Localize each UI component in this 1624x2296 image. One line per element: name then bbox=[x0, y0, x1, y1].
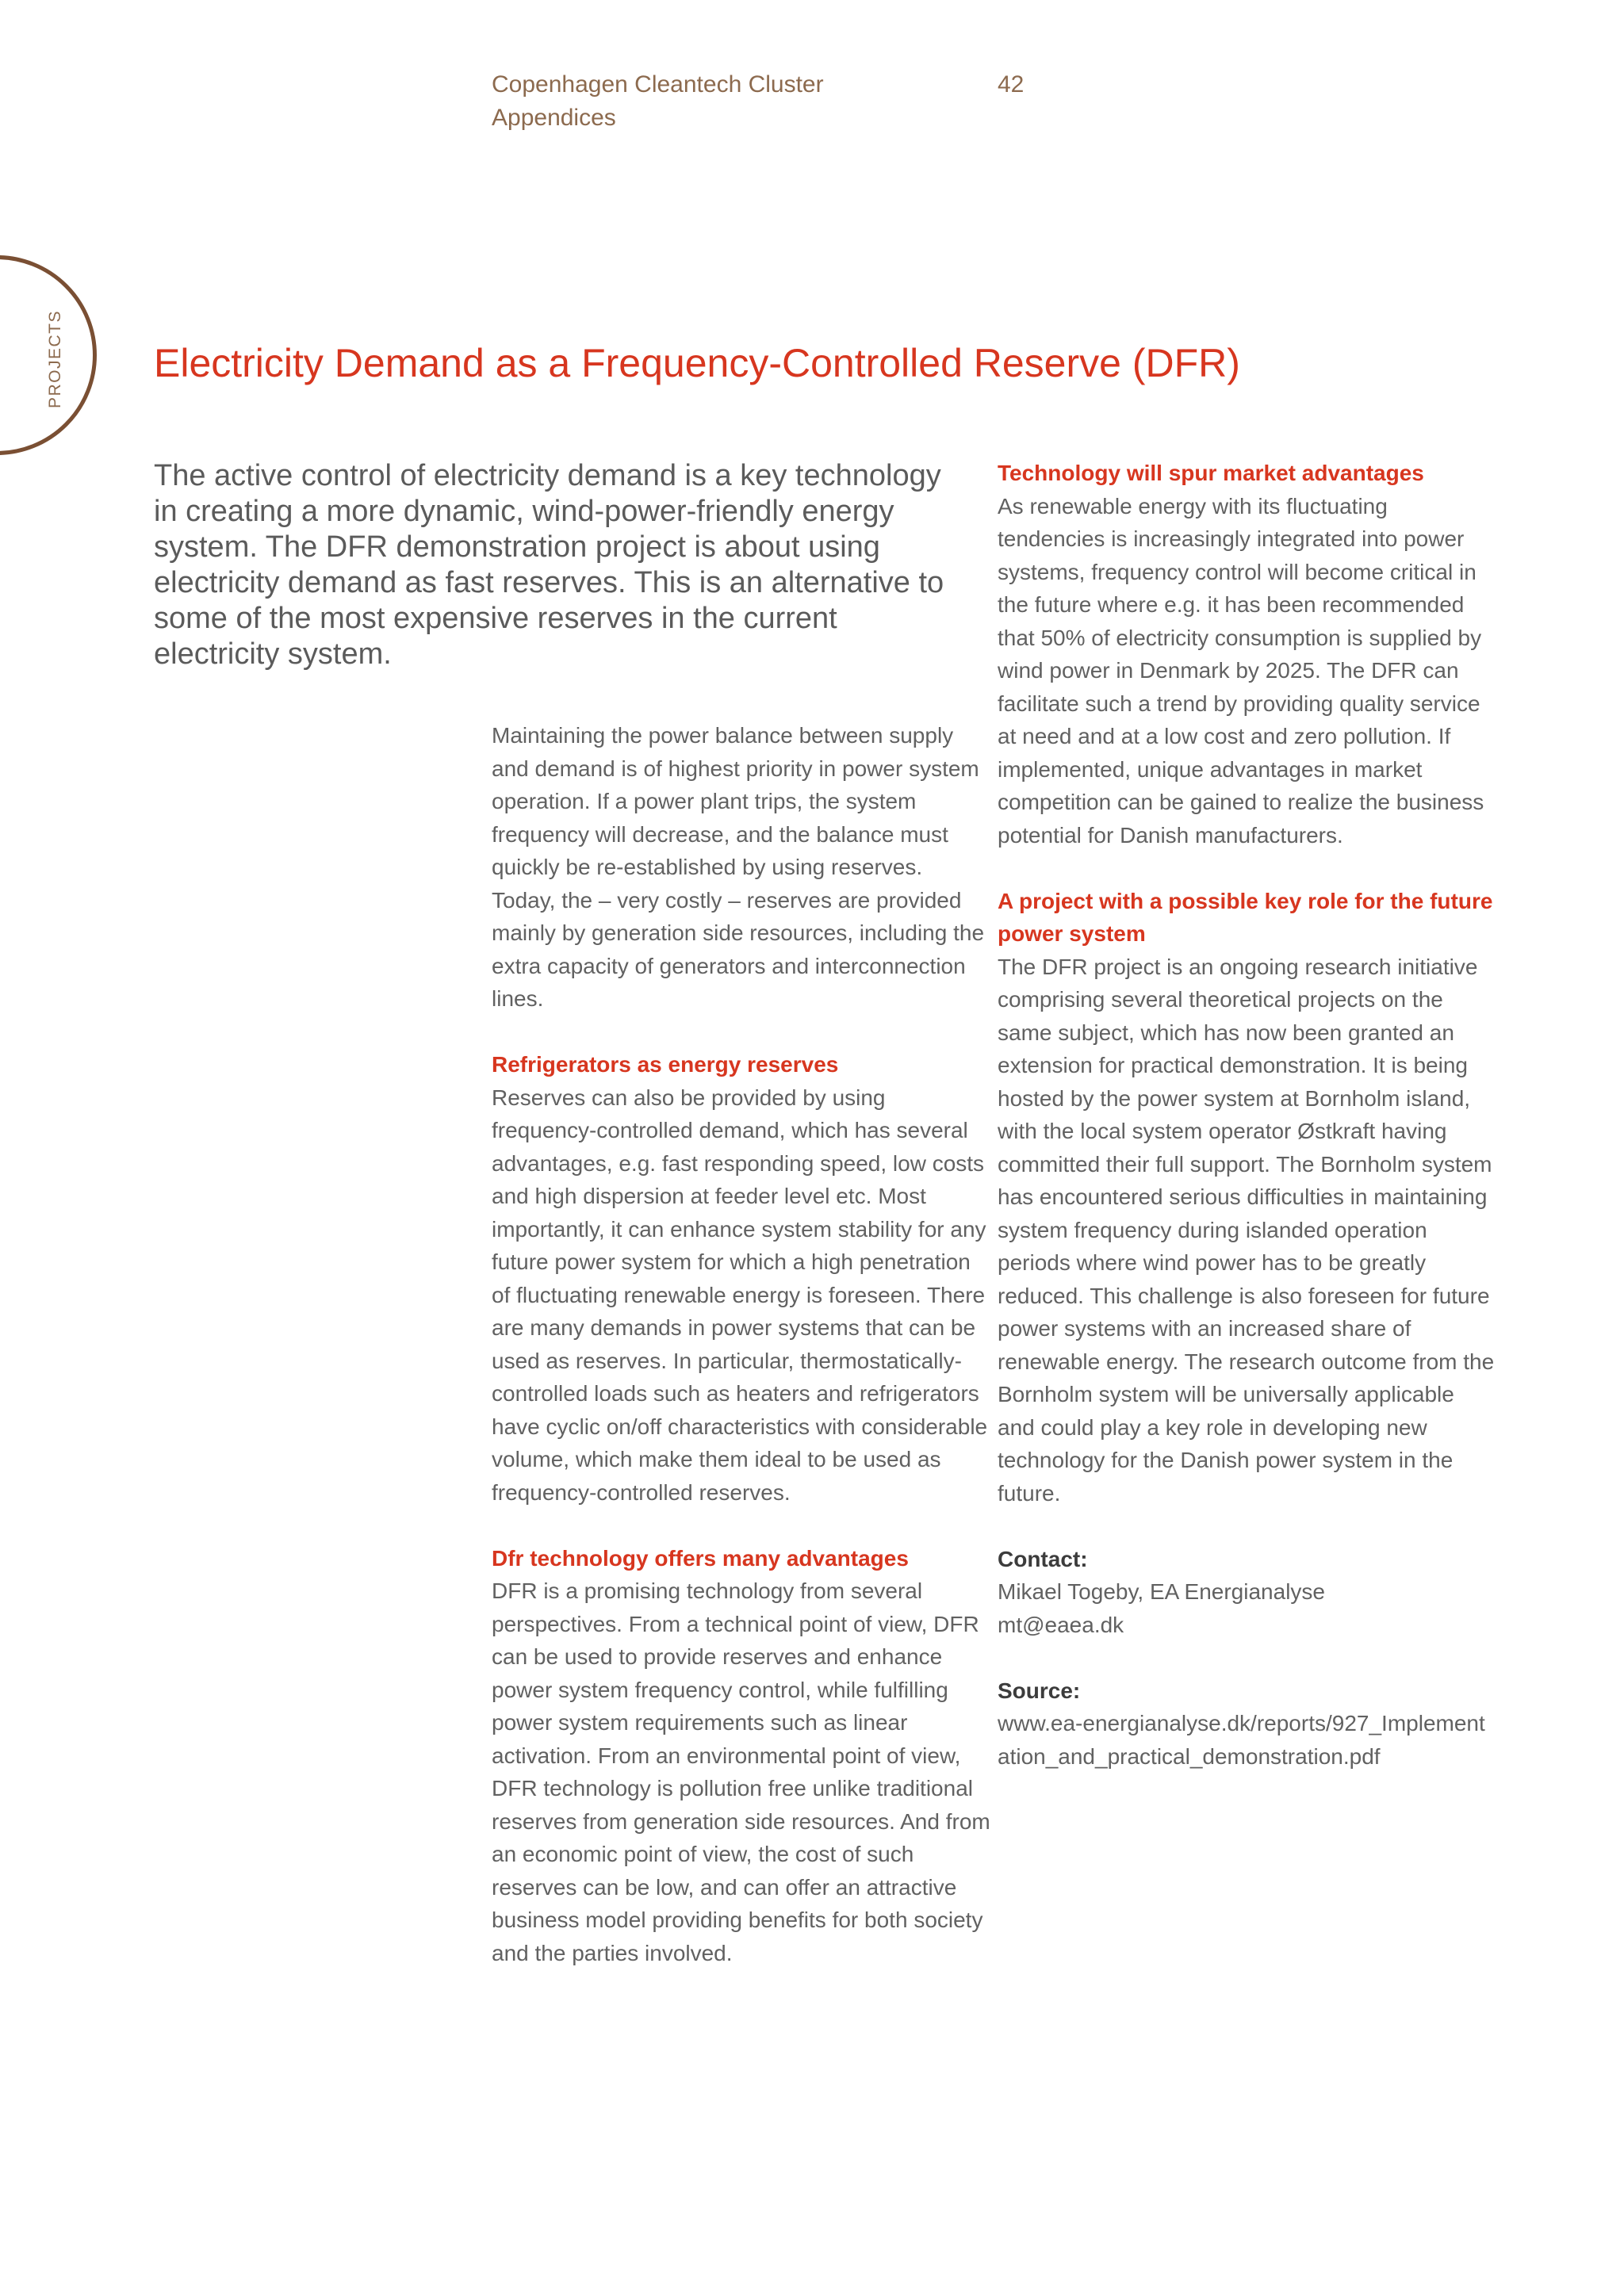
contact-block bbox=[998, 1543, 1497, 1642]
contact-name: Mikael Togeby, EA Energianalyse bbox=[998, 1579, 1325, 1604]
lead-paragraph: The active control of electricity demand is a key technology in creating a more dynamic, wind-power-friendly energy system. The DFR demonstration project is about using electricity demand as fast reserves. This is an alternative to some of the most expensive reserves in the current electricity system. bbox=[154, 459, 944, 671]
section-body: Reserves can also be provided by using frequency-controlled demand, which has several advantages, e.g. fast responding speed, low costs and high dispersion at feeder level etc. Most importantly, it can enhance system stability for any future power system for which a high penetration of fluctuating renewable energy is foreseen. There are many demands in power systems that can be used as reserves. In particular, thermostatically-controlled loads such as heaters and refrigerators have cyclic on/off characteristics with considerable volume, which make them ideal to be used as frequency-controlled reserves. bbox=[492, 1085, 988, 1505]
section-heading: A project with a possible key role for the future power system bbox=[998, 888, 1493, 946]
section-tab-label bbox=[44, 309, 67, 409]
page-number: 42 bbox=[998, 71, 1025, 98]
contact-label: Contact: bbox=[998, 1546, 1088, 1571]
section-heading: Refrigerators as energy reserves bbox=[492, 1052, 839, 1077]
section-body: As renewable energy with its fluctuating tendencies is increasingly integrated into power systems, frequency control will become critical in the future where e.g. it has been recommended that 50% of electricity consumption is supplied by wind power in Denmark by 2025. The DFR can facilitate such a trend by providing quality service at need and at a low cost and zero pollution. If implemented, unique advantages in market competition can be gained to realize the business potential for Danish manufacturers. bbox=[998, 493, 1484, 848]
section-heading: Technology will spur market advantages bbox=[998, 461, 1424, 485]
running-header bbox=[492, 68, 1047, 135]
source-label: Source: bbox=[998, 1678, 1081, 1703]
source-link[interactable]: www.ea-energianalyse.dk/reports/927_Implementation_and_practical_demonstration.pdf bbox=[998, 1711, 1485, 1769]
section-tab-text: PROJECTS bbox=[46, 309, 64, 409]
article-title: Electricity Demand as a Frequency-Controlled Reserve (DFR) bbox=[154, 341, 1240, 385]
body-column-right bbox=[998, 457, 1497, 1773]
section-body: DFR is a promising technology from several perspectives. From a technical point of view, DFR can be used to provide reserves and enhance power system frequency control, while fulfilling power system requirements such as linear activation. From an environmental point of view, DFR technology is pollution free unlike traditional reserves from generation side resources. And from an economic point of view, the cost of such reserves can be low, and can offer an attractive business model providing benefits for both society and the parties involved. bbox=[492, 1578, 990, 1965]
contact-email[interactable]: mt@eaea.dk bbox=[998, 1612, 1124, 1637]
section-name: Appendices bbox=[492, 105, 616, 131]
body-column-middle bbox=[492, 719, 991, 2003]
section-heading: Dfr technology offers many advantages bbox=[492, 1545, 909, 1571]
intro-paragraph: Maintaining the power balance between supply and demand is of highest priority in power system operation. If a power plant trips, the system frequency will decrease, and the balance must quickly be re-established by using reserves. Today, the – very costly – reserves are provided mainly by generation side resources, including the extra capacity of generators and interconnection lines. bbox=[492, 723, 985, 1011]
source-block bbox=[998, 1674, 1497, 1774]
publication-name: Copenhagen Cleantech Cluster bbox=[492, 71, 824, 98]
section-body: The DFR project is an ongoing research initiative comprising several theoretical projects on the same subject, which has now been granted an extension for practical demonstration. It is being hosted by the power system at Bornholm island, with the local system operator Østkraft having committed their full support. The Bornholm system has encountered serious difficulties in maintaining system frequency during islanded operation periods where wind power has to be greatly reduced. This challenge is also foreseen for future power systems with an increased share of renewable energy. The research outcome from the Bornholm system will be universally applicable and could play a key role in developing new technology for the Danish power system in the future. bbox=[998, 954, 1495, 1506]
